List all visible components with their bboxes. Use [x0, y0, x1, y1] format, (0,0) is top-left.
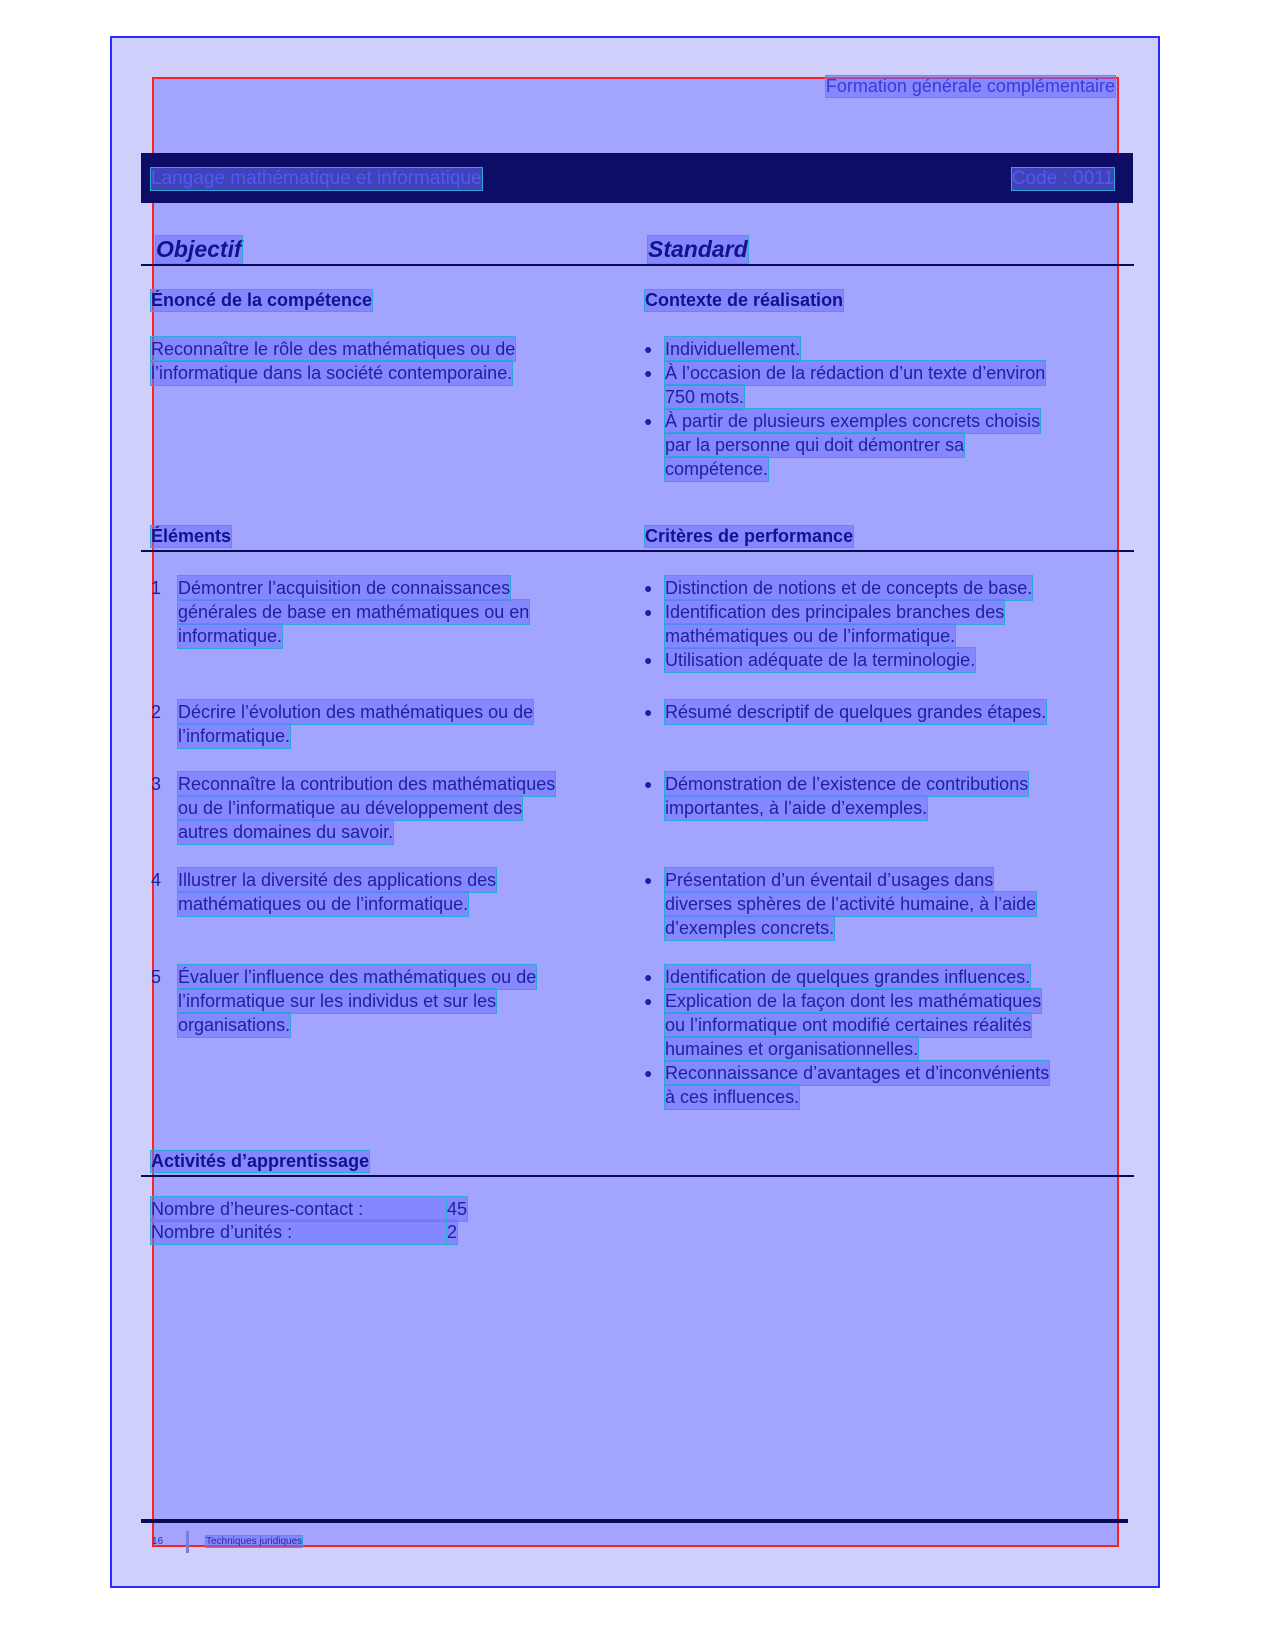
- element-line: ou de l’informatique au développement des: [178, 798, 523, 818]
- element-number: 2: [151, 702, 162, 722]
- element-line: Décrire l’évolution des mathématiques ou de: [178, 702, 534, 722]
- element-number: 5: [151, 967, 162, 987]
- units-value: 2: [447, 1222, 458, 1242]
- contexte-item-line: Individuellement.: [665, 339, 801, 359]
- elements-heading: Éléments: [151, 526, 232, 546]
- standard-heading: Standard: [648, 236, 748, 262]
- criterion-line: mathématiques ou de l’informatique.: [665, 626, 956, 646]
- criterion-line: d’exemples concrets.: [665, 918, 835, 938]
- competence-line: Reconnaître le rôle des mathématiques ou de: [151, 339, 516, 359]
- criterion-line: Présentation d’un éventail d’usages dans: [665, 870, 994, 890]
- criterion-line: Identification de quelques grandes influences.: [665, 967, 1031, 987]
- criterion-line: diverses sphères de l’activité humaine, à l’aide: [665, 894, 1037, 914]
- element-line: générales de base en mathématiques ou en: [178, 602, 530, 622]
- hours-label: Nombre d’heures-contact :: [151, 1197, 446, 1221]
- contexte-item-line: par la personne qui doit démontrer sa: [665, 435, 965, 455]
- element-line: mathématiques ou de l’informatique.: [178, 894, 469, 914]
- bullet-icon: ●: [644, 580, 653, 596]
- competence-line: l’informatique dans la société contemporaine.: [151, 363, 513, 383]
- bullet-icon: ●: [644, 1065, 653, 1081]
- element-line: l’informatique sur les individus et sur les: [178, 991, 497, 1011]
- element-line: informatique.: [178, 626, 283, 646]
- hours-value: 45: [447, 1199, 468, 1219]
- contexte-item-line: compétence.: [665, 459, 769, 479]
- bullet-icon: ●: [644, 652, 653, 668]
- footer-separator: [186, 1531, 189, 1553]
- divider: [141, 1175, 1134, 1177]
- element-number: 1: [151, 578, 162, 598]
- criterion-line: ou l’informatique ont modifié certaines réalités: [665, 1015, 1032, 1035]
- element-number: 4: [151, 870, 162, 890]
- criterion-line: Résumé descriptif de quelques grandes étapes.: [665, 702, 1047, 722]
- divider: [141, 550, 1134, 552]
- bullet-icon: ●: [644, 993, 653, 1009]
- course-code: Code : 0011: [1011, 168, 1114, 189]
- contexte-item-line: 750 mots.: [665, 387, 745, 407]
- bullet-icon: ●: [644, 341, 653, 357]
- element-number: 3: [151, 774, 162, 794]
- criterion-line: à ces influences.: [665, 1087, 800, 1107]
- footer-text: Techniques juridiques: [206, 1536, 303, 1547]
- bullet-icon: ●: [644, 413, 653, 429]
- criterion-line: Utilisation adéquate de la terminologie.: [665, 650, 976, 670]
- criteres-heading: Critères de performance: [645, 526, 854, 546]
- element-line: Démontrer l’acquisition de connaissances: [178, 578, 511, 598]
- criterion-line: Identification des principales branches des: [665, 602, 1005, 622]
- divider: [141, 264, 1134, 266]
- footer-divider: [141, 1519, 1128, 1523]
- element-line: Reconnaître la contribution des mathématiques: [178, 774, 556, 794]
- element-line: l’informatique.: [178, 726, 291, 746]
- criterion-line: importantes, à l’aide d’exemples.: [665, 798, 928, 818]
- criterion-line: Explication de la façon dont les mathématiques: [665, 991, 1042, 1011]
- element-line: autres domaines du savoir.: [178, 822, 394, 842]
- objectif-heading: Objectif: [156, 236, 242, 262]
- program-name: Formation générale complémentaire: [825, 76, 1115, 96]
- bullet-icon: ●: [644, 776, 653, 792]
- criterion-line: Distinction de notions et de concepts de base.: [665, 578, 1033, 598]
- course-title: Langage mathématique et informatique: [151, 168, 482, 189]
- element-line: Évaluer l’influence des mathématiques ou de: [178, 967, 537, 987]
- bullet-icon: ●: [644, 604, 653, 620]
- contexte-item-line: À l’occasion de la rédaction d’un texte d’environ: [665, 363, 1046, 383]
- element-line: organisations.: [178, 1015, 291, 1035]
- element-line: Illustrer la diversité des applications des: [178, 870, 497, 890]
- bullet-icon: ●: [644, 365, 653, 381]
- units-label: Nombre d’unités :: [151, 1220, 446, 1244]
- criterion-line: humaines et organisationnelles.: [665, 1039, 919, 1059]
- bullet-icon: ●: [644, 704, 653, 720]
- bullet-icon: ●: [644, 969, 653, 985]
- contexte-item-line: À partir de plusieurs exemples concrets choisis: [665, 411, 1041, 431]
- activities-heading: Activités d’apprentissage: [151, 1151, 370, 1171]
- page-number: 16: [152, 1536, 164, 1547]
- criterion-line: Démonstration de l’existence de contributions: [665, 774, 1029, 794]
- competence-heading: Énoncé de la compétence: [151, 290, 373, 310]
- criterion-line: Reconnaissance d’avantages et d’inconvénients: [665, 1063, 1050, 1083]
- contexte-heading: Contexte de réalisation: [645, 290, 844, 310]
- bullet-icon: ●: [644, 872, 653, 888]
